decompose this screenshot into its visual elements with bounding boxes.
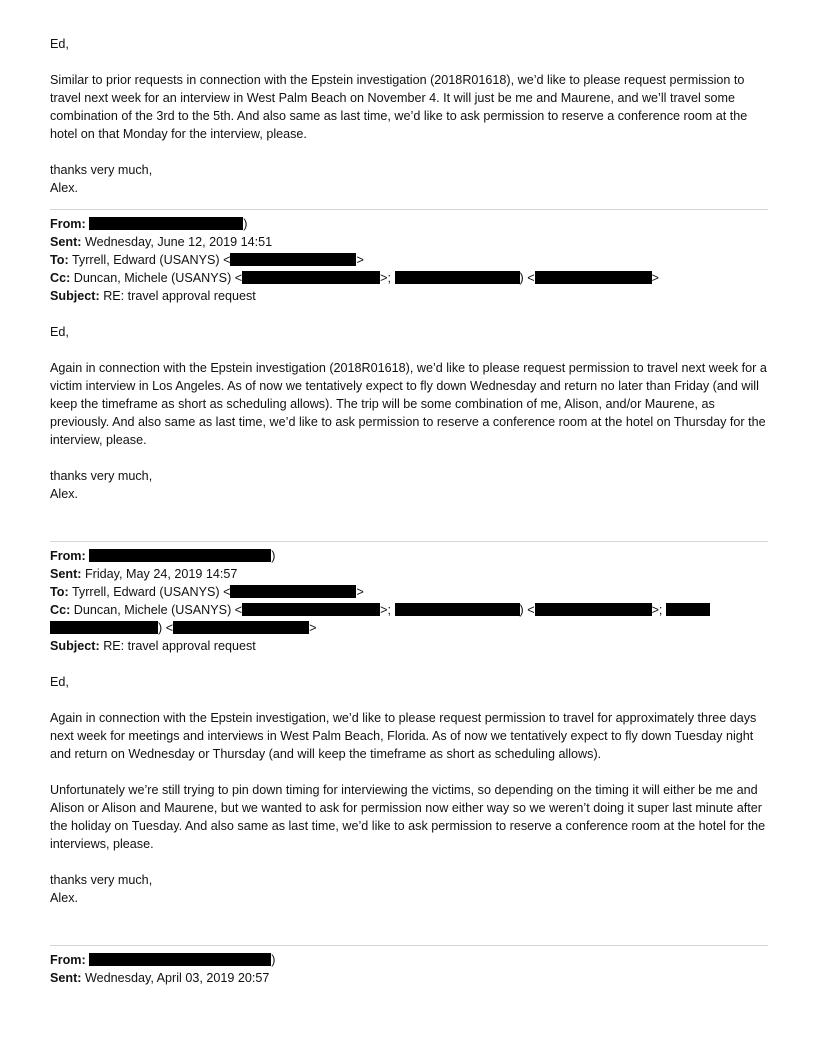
sent-label: Sent: — [50, 971, 82, 985]
redaction-block — [395, 603, 520, 616]
cc-value: Duncan, Michele (USANYS) < — [73, 271, 243, 285]
to-value: Tyrrell, Edward (USANYS) < — [71, 253, 231, 267]
email-thread — [50, 35, 768, 987]
subject-line — [50, 287, 768, 305]
signoff: thanks very much, — [50, 163, 153, 177]
cc-separator: >; — [651, 603, 663, 617]
from-label: From: — [50, 953, 86, 967]
from-tail: ) — [271, 549, 276, 563]
cc-separator: ) < — [519, 271, 535, 285]
redaction-block — [395, 271, 520, 284]
signoff: thanks very much, — [50, 469, 153, 483]
redaction-block — [230, 253, 356, 266]
redaction-block — [230, 585, 356, 598]
redaction-block — [535, 271, 652, 284]
cc-label: Cc: — [50, 603, 71, 617]
sent-line — [50, 565, 768, 583]
message-body: Again in connection with the Epstein investigation, we’d like to please request permission to travel for approximately three days next week for meetings and interviews in West Palm Beach, Florida. As of now we tentatively expect to fly down Tuesday night and return on Wednesday or Thursday (and will keep the timeframe as short as scheduling allows). — [50, 711, 757, 761]
greeting: Ed, — [50, 325, 69, 339]
sent-line — [50, 969, 768, 987]
from-line — [50, 215, 768, 233]
cc-line-continued — [50, 619, 768, 637]
subject-line — [50, 637, 768, 655]
greeting: Ed, — [50, 675, 69, 689]
to-tail: > — [356, 253, 364, 267]
redaction-block — [89, 549, 271, 562]
sent-value: Friday, May 24, 2019 14:57 — [84, 567, 238, 581]
redaction-block — [173, 621, 309, 634]
cc-separator: ) < — [158, 621, 174, 635]
sent-value: Wednesday, April 03, 2019 20:57 — [84, 971, 270, 985]
subject-label: Subject: — [50, 639, 100, 653]
to-value: Tyrrell, Edward (USANYS) < — [71, 585, 231, 599]
cc-separator: ) < — [519, 603, 535, 617]
signature-name: Alex. — [50, 487, 78, 501]
cc-tail: > — [651, 271, 659, 285]
redaction-block — [666, 603, 710, 616]
message-body: Unfortunately we’re still trying to pin down timing for interviewing the victims, so depending on the timing it will either be me and Alison or Alison and Maurene, but we wanted to ask for permission now either way so we weren’t doing it super last minute after the holiday on Tuesday. And also same as last time, we’d like to ask permission to reserve a conference room at the hotel for the interviews, please. — [50, 783, 766, 851]
to-label: To: — [50, 585, 69, 599]
sent-value: Wednesday, June 12, 2019 14:51 — [84, 235, 273, 249]
to-line — [50, 583, 768, 601]
cc-label: Cc: — [50, 271, 71, 285]
redaction-block — [242, 603, 380, 616]
redaction-block — [89, 953, 271, 966]
cc-value: Duncan, Michele (USANYS) < — [73, 603, 243, 617]
cc-separator: >; — [380, 271, 391, 285]
greeting: Ed, — [50, 37, 69, 51]
signature-name: Alex. — [50, 891, 78, 905]
from-line — [50, 951, 768, 969]
subject-label: Subject: — [50, 289, 100, 303]
signoff: thanks very much, — [50, 873, 153, 887]
sent-line — [50, 233, 768, 251]
redaction-block — [89, 217, 243, 230]
redaction-block — [535, 603, 652, 616]
subject-value: RE: travel approval request — [103, 639, 256, 653]
sent-label: Sent: — [50, 567, 82, 581]
sent-label: Sent: — [50, 235, 82, 249]
cc-tail: > — [309, 621, 317, 635]
to-tail: > — [356, 585, 364, 599]
signature-name: Alex. — [50, 181, 78, 195]
to-label: To: — [50, 253, 69, 267]
cc-separator: >; — [380, 603, 391, 617]
to-line — [50, 251, 768, 269]
from-tail: ) — [243, 217, 248, 231]
subject-value: RE: travel approval request — [103, 289, 256, 303]
redaction-block — [50, 621, 158, 634]
redaction-block — [242, 271, 380, 284]
from-label: From: — [50, 217, 86, 231]
cc-line — [50, 601, 768, 619]
from-label: From: — [50, 549, 86, 563]
cc-line — [50, 269, 768, 287]
message-body: Again in connection with the Epstein investigation (2018R01618), we’d like to please request permission to travel next week for a victim interview in Los Angeles. As of now we tentatively expect to fly down Wednesday and return no later than Friday (and will keep the timeframe as short as scheduling allows). The trip will be some combination of me, Alison, and/or Maurene, as previously. And also same as last time, we’d like to ask permission to reserve a conference room at the hotel on Thursday for the interview, please. — [50, 361, 767, 447]
from-line — [50, 547, 768, 565]
message-body: Similar to prior requests in connection with the Epstein investigation (2018R01618), we’d like to please request permission to travel next week for an interview in West Palm Beach on November 4. It will just be me and Maurene, and we’ll travel some combination of the 3rd to the 5th. And also same as last time, we’d like to ask permission to reserve a conference room at the hotel on that Monday for the interview, please. — [50, 73, 748, 141]
from-tail: ) — [271, 953, 276, 967]
